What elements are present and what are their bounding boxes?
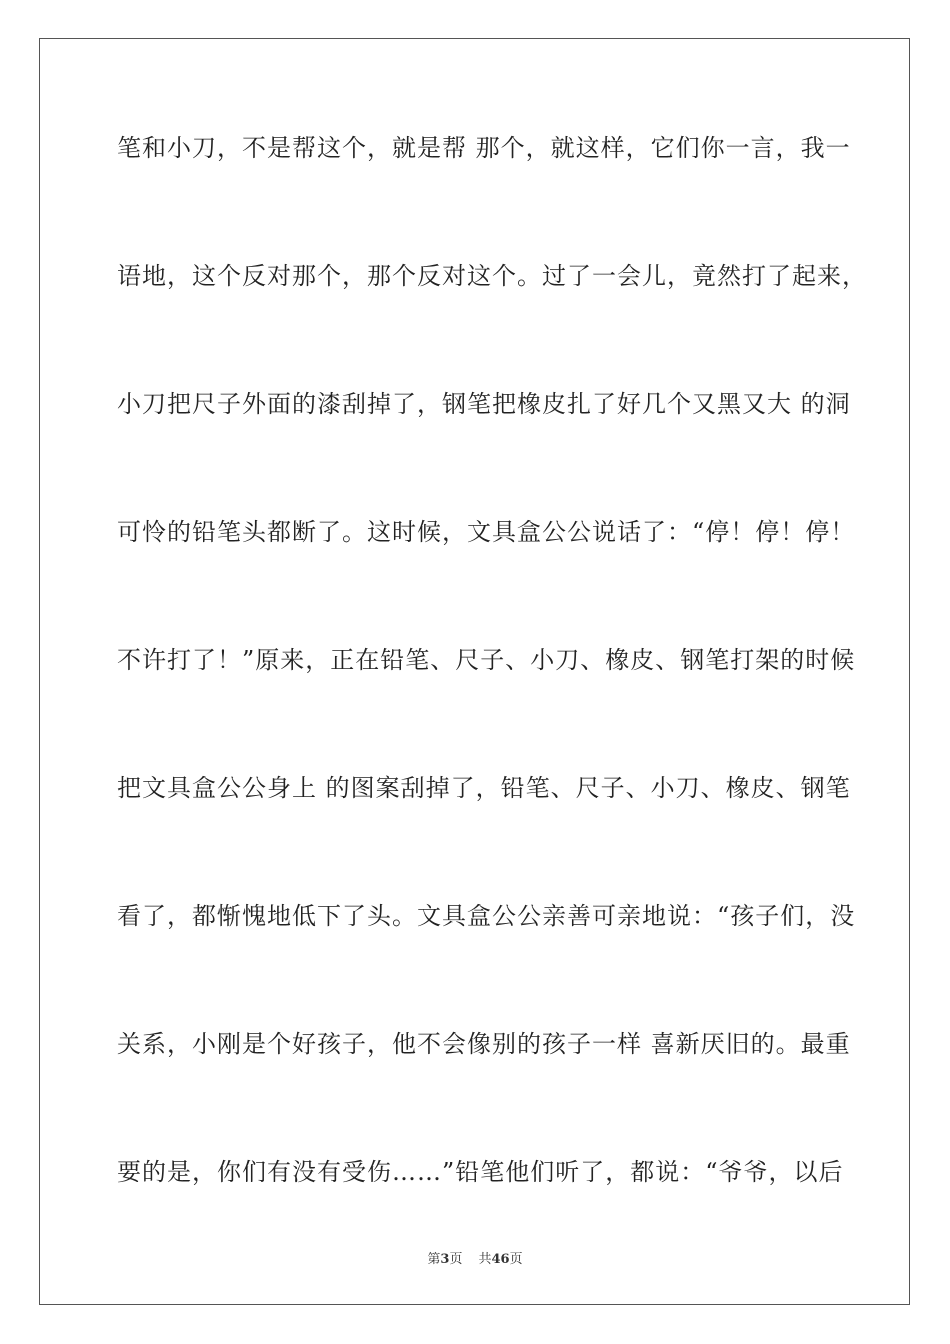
text-line: 语地，这个反对那个，那个反对这个。过了一会儿，竟然打了起来， [117, 262, 867, 290]
total-prefix: 共 [478, 1252, 492, 1267]
text-line: 小刀把尺子外面的漆刮掉了，钢笔把橡皮扎了好几个又黑又大 的洞 [117, 390, 851, 418]
page-total: 46 [491, 1252, 510, 1267]
total-suffix: 页 [509, 1252, 523, 1267]
text-line: 看了，都惭愧地低下了头。文具盒公公亲善可亲地说：“孩子们，没 [117, 902, 856, 930]
text-line: 要的是，你们有没有受伤……”铅笔他们听了，都说：“爷爷，以后 [117, 1158, 844, 1186]
text-line: 不许打了！”原来，正在铅笔、尺子、小刀、橡皮、钢笔打架的时候 [117, 646, 856, 674]
text-line: 把文具盒公公身上 的图案刮掉了，铅笔、尺子、小刀、橡皮、钢笔 [117, 774, 851, 802]
text-line: 可怜的铅笔头都断了。这时候，文具盒公公说话了：“停！停！停！ [117, 518, 856, 546]
page-prefix: 第 [427, 1252, 441, 1267]
page-suffix: 页 [449, 1252, 463, 1267]
text-line: 关系，小刚是个好孩子，他不会像别的孩子一样 喜新厌旧的。最重 [117, 1030, 851, 1058]
text-line: 笔和小刀，不是帮这个，就是帮 那个，就这样，它们你一言，我一 [117, 134, 851, 162]
page-current: 3 [440, 1252, 450, 1267]
page-footer [0, 1248, 950, 1267]
